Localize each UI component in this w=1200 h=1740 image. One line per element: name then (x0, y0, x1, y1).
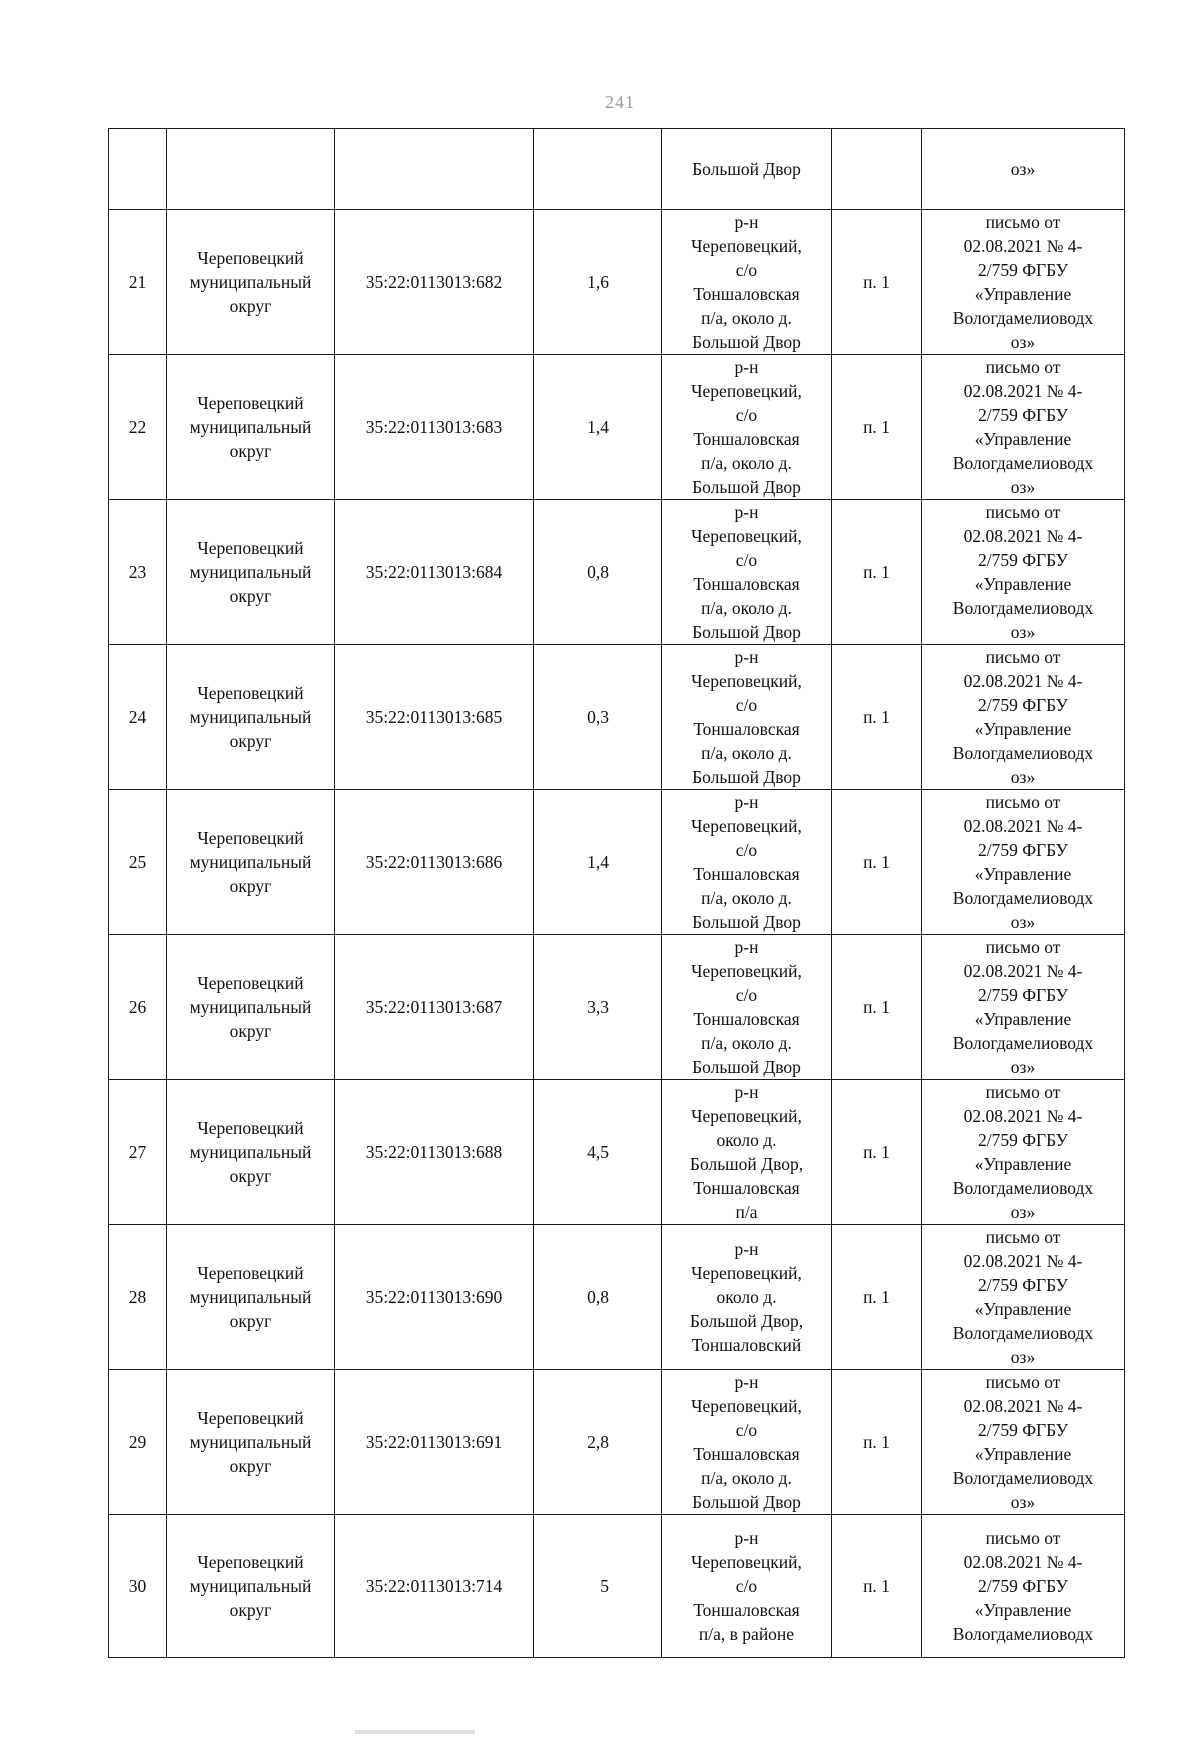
cell-cadastral: 35:22:0113013:714 (335, 1515, 534, 1658)
land-plots-table (108, 128, 1125, 1658)
cell-cadastral: 35:22:0113013:691 (335, 1370, 534, 1515)
cell-district: Череповецкий муниципальный округ (167, 790, 335, 935)
cell-location: р-н Череповецкий, около д. Большой Двор, Тоншаловский (662, 1225, 832, 1370)
cell-cadastral: 35:22:0113013:685 (335, 645, 534, 790)
cell-area: 1,4 (534, 355, 662, 500)
cell-basis: письмо от 02.08.2021 № 4- 2/759 ФГБУ «Управление Вологдамелиоводх (922, 1515, 1125, 1658)
cell-district: Череповецкий муниципальный округ (167, 1080, 335, 1225)
cell-basis: письмо от 02.08.2021 № 4- 2/759 ФГБУ «Управление Вологдамелиоводх оз» (922, 1225, 1125, 1370)
table-row (109, 1225, 1125, 1370)
table-row (109, 1370, 1125, 1515)
cell-item: п. 1 (832, 1080, 922, 1225)
cell-cadastral: 35:22:0113013:682 (335, 210, 534, 355)
table-row (109, 645, 1125, 790)
cell-cadastral: 35:22:0113013:688 (335, 1080, 534, 1225)
table-row-continued (109, 129, 1125, 210)
cell-district: Череповецкий муниципальный округ (167, 500, 335, 645)
cell-area: 4,5 (534, 1080, 662, 1225)
cell-district: Череповецкий муниципальный округ (167, 645, 335, 790)
cell-area: 3,3 (534, 935, 662, 1080)
table-row (109, 355, 1125, 500)
cell-basis: письмо от 02.08.2021 № 4- 2/759 ФГБУ «Управление Вологдамелиоводх оз» (922, 355, 1125, 500)
cell-basis: письмо от 02.08.2021 № 4- 2/759 ФГБУ «Управление Вологдамелиоводх оз» (922, 645, 1125, 790)
cell-item: п. 1 (832, 210, 922, 355)
cell-num: 27 (109, 1080, 167, 1225)
cell-item: п. 1 (832, 935, 922, 1080)
cell-location: р-н Череповецкий, около д. Большой Двор, Тоншаловская п/а (662, 1080, 832, 1225)
cell-num: 25 (109, 790, 167, 935)
cell-area: 5 (534, 1515, 662, 1658)
table-row (109, 1515, 1125, 1658)
cell-num: 26 (109, 935, 167, 1080)
cell-cadastral: 35:22:0113013:690 (335, 1225, 534, 1370)
cell-cadastral (335, 129, 534, 210)
cell-cadastral: 35:22:0113013:686 (335, 790, 534, 935)
cell-location: р-н Череповецкий, с/о Тоншаловская п/а, около д. Большой Двор (662, 210, 832, 355)
table-row (109, 210, 1125, 355)
cell-item: п. 1 (832, 1370, 922, 1515)
cell-location: р-н Череповецкий, с/о Тоншаловская п/а, около д. Большой Двор (662, 1370, 832, 1515)
cell-num: 30 (109, 1515, 167, 1658)
cell-basis: письмо от 02.08.2021 № 4- 2/759 ФГБУ «Управление Вологдамелиоводх оз» (922, 210, 1125, 355)
cell-location: р-н Череповецкий, с/о Тоншаловская п/а, около д. Большой Двор (662, 500, 832, 645)
table-row (109, 790, 1125, 935)
cell-location: р-н Череповецкий, с/о Тоншаловская п/а, около д. Большой Двор (662, 935, 832, 1080)
cell-area: 0,3 (534, 645, 662, 790)
cell-basis: письмо от 02.08.2021 № 4- 2/759 ФГБУ «Управление Вологдамелиоводх оз» (922, 500, 1125, 645)
cell-num: 28 (109, 1225, 167, 1370)
cell-district: Череповецкий муниципальный округ (167, 1370, 335, 1515)
cell-location: р-н Череповецкий, с/о Тоншаловская п/а, около д. Большой Двор (662, 790, 832, 935)
cell-num (109, 129, 167, 210)
cell-num: 22 (109, 355, 167, 500)
cell-area: 0,8 (534, 500, 662, 645)
cell-location: Большой Двор (662, 129, 832, 210)
cell-district: Череповецкий муниципальный округ (167, 1515, 335, 1658)
cell-item: п. 1 (832, 1515, 922, 1658)
cell-item: п. 1 (832, 1225, 922, 1370)
cell-item: п. 1 (832, 645, 922, 790)
cell-district: Череповецкий муниципальный округ (167, 210, 335, 355)
cell-num: 29 (109, 1370, 167, 1515)
cell-basis: письмо от 02.08.2021 № 4- 2/759 ФГБУ «Управление Вологдамелиоводх оз» (922, 790, 1125, 935)
table-row (109, 500, 1125, 645)
cell-district: Череповецкий муниципальный округ (167, 1225, 335, 1370)
cell-cadastral: 35:22:0113013:683 (335, 355, 534, 500)
cell-num: 24 (109, 645, 167, 790)
cell-area: 1,6 (534, 210, 662, 355)
cell-area: 1,4 (534, 790, 662, 935)
cell-basis: оз» (922, 129, 1125, 210)
cell-area (534, 129, 662, 210)
cell-item (832, 129, 922, 210)
cell-area: 2,8 (534, 1370, 662, 1515)
cell-district: Череповецкий муниципальный округ (167, 355, 335, 500)
table-row (109, 1080, 1125, 1225)
cell-item: п. 1 (832, 500, 922, 645)
cell-cadastral: 35:22:0113013:687 (335, 935, 534, 1080)
cell-basis: письмо от 02.08.2021 № 4- 2/759 ФГБУ «Управление Вологдамелиоводх оз» (922, 935, 1125, 1080)
cell-area: 0,8 (534, 1225, 662, 1370)
cell-num: 23 (109, 500, 167, 645)
scan-edge-mark (355, 1730, 475, 1734)
cell-location: р-н Череповецкий, с/о Тоншаловская п/а, около д. Большой Двор (662, 355, 832, 500)
cell-item: п. 1 (832, 355, 922, 500)
page-number: 241 (605, 92, 635, 112)
cell-location: р-н Череповецкий, с/о Тоншаловская п/а, около д. Большой Двор (662, 645, 832, 790)
cell-district: Череповецкий муниципальный округ (167, 935, 335, 1080)
cell-location: р-н Череповецкий, с/о Тоншаловская п/а, в районе (662, 1515, 832, 1658)
cell-item: п. 1 (832, 790, 922, 935)
cell-cadastral: 35:22:0113013:684 (335, 500, 534, 645)
table-row (109, 935, 1125, 1080)
cell-basis: письмо от 02.08.2021 № 4- 2/759 ФГБУ «Управление Вологдамелиоводх оз» (922, 1080, 1125, 1225)
cell-district (167, 129, 335, 210)
cell-basis: письмо от 02.08.2021 № 4- 2/759 ФГБУ «Управление Вологдамелиоводх оз» (922, 1370, 1125, 1515)
cell-num: 21 (109, 210, 167, 355)
